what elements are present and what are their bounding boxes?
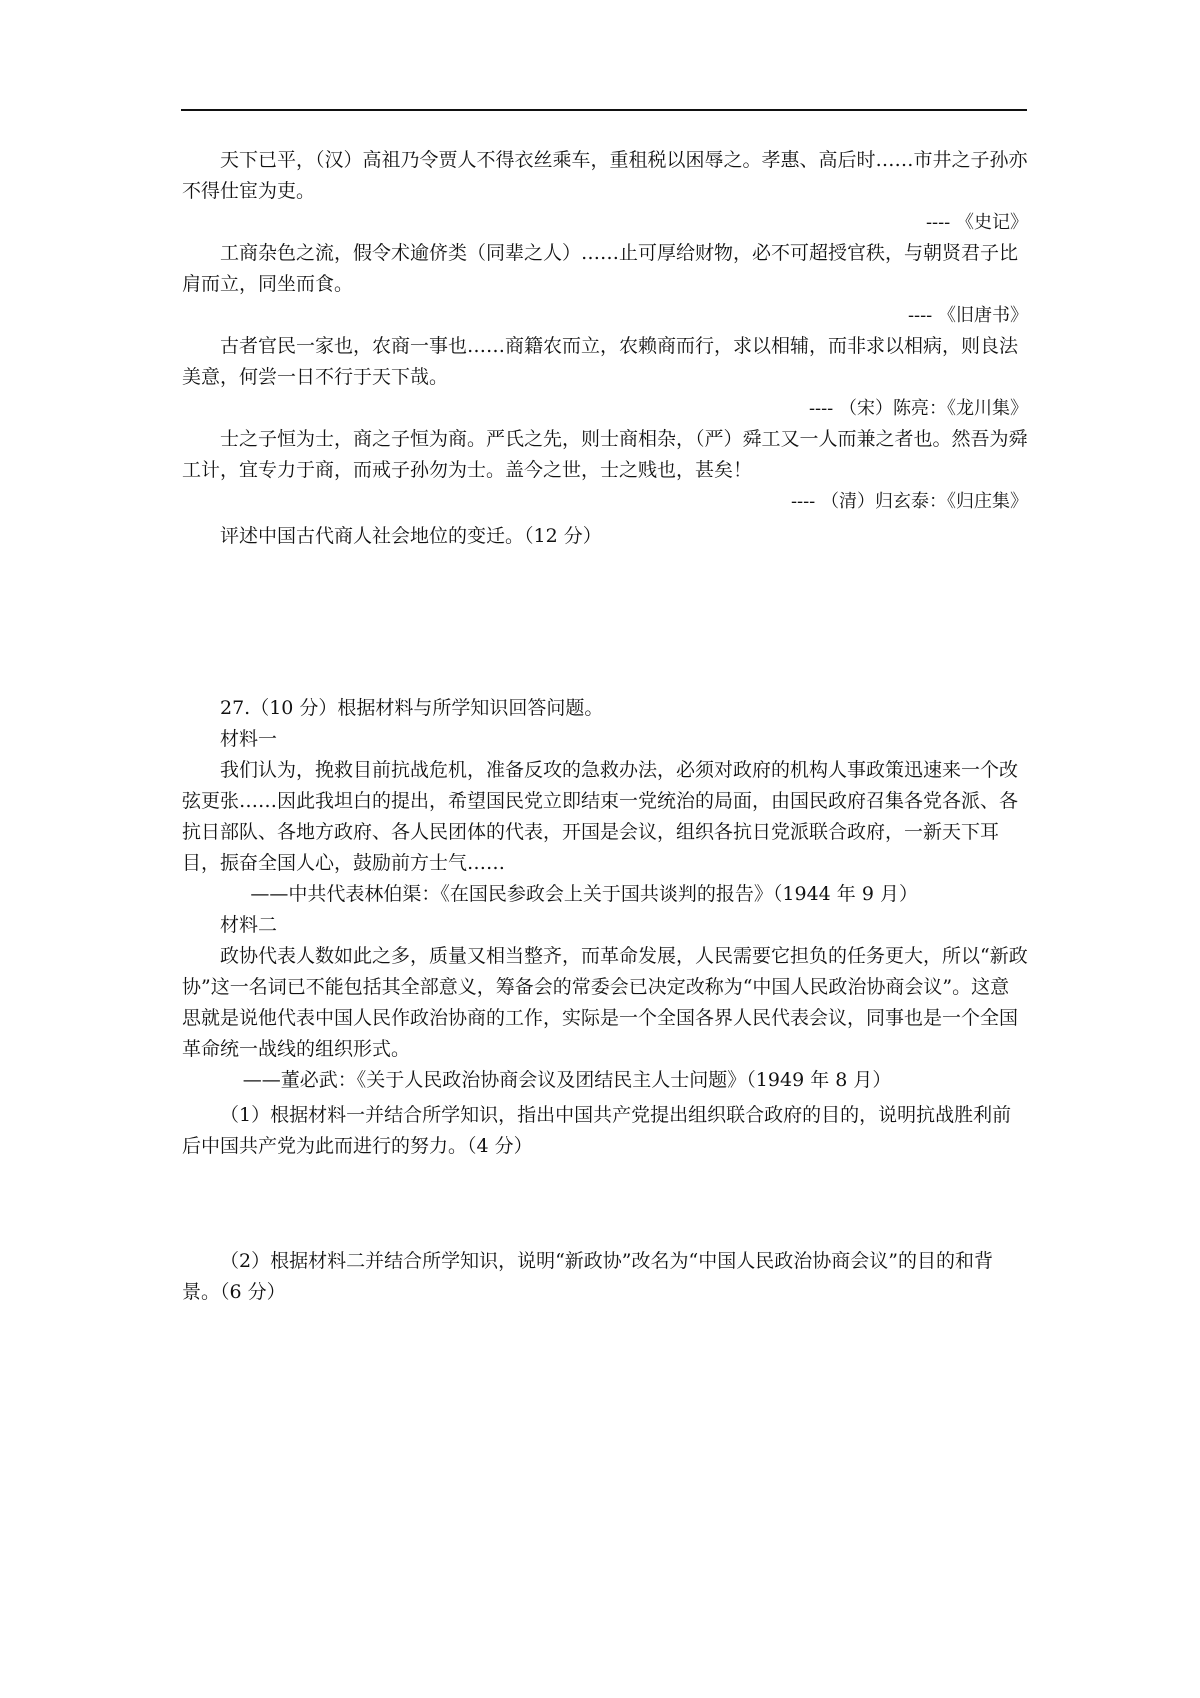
material-1-label: 材料一 — [220, 728, 278, 750]
question-26-task: 评述中国古代商人社会地位的变迁。（12 分） — [220, 525, 602, 547]
passage-source: ---- （宋）陈亮：《龙川集》 — [808, 398, 1028, 419]
passage-text: 士之子恒为士，商之子恒为商。严氏之先，则士商相杂，（严）舜工又一人而兼之者也。然吾为舜工计，宜专力于商，而戒子孙勿为士。盖今之世，士之贱也，甚矣！ — [182, 428, 1028, 481]
passage-source: ---- 《史记》 — [925, 212, 1028, 233]
material-2-label: 材料二 — [220, 914, 278, 936]
question-27-2: （2）根据材料二并结合所学知识，说明“新政协”改名为“中国人民政治协商会议”的目的和背景。（6 分） — [182, 1250, 993, 1303]
material-2-text: 政协代表人数如此之多，质量又相当整齐，而革命发展，人民需要它担负的任务更大，所以“新政协”这一名词已不能包括其全部意义，筹备会的常委会已决定改称为“中国人民政治协商会议”。这意思就是说他代表中国人民作政治协商的工作，实际是一个全国各界人民代表会议，同事也是一个全国革命统一战线的组织形式。 — [182, 945, 1028, 1060]
answer-space — [182, 552, 1028, 693]
question-27-heading: 27.（10 分）根据材料与所学知识回答问题。 — [220, 697, 604, 719]
material-1-citation: ——中共代表林伯渠：《在国民参政会上关于国共谈判的报告》（1944 年 9 月） — [250, 883, 918, 905]
material-2-citation: ——董必武：《关于人民政治协商会议及团结民主人士问题》（1949 年 8 月） — [242, 1069, 892, 1091]
passage-text: 天下已平，（汉）高祖乃令贾人不得衣丝乘车，重租税以困辱之。孝惠、高后时……市井之子孙亦不得仕宦为吏。 — [182, 149, 1028, 202]
passage-text: 古者官民一家也，农商一事也……商籍农而立，农赖商而行，求以相辅，而非求以相病，则良法美意，何尝一日不行于天下哉。 — [182, 335, 1019, 388]
passage-text: 工商杂色之流，假令术逾侪类（同辈之人）……止可厚给财物，必不可超授官秩，与朝贤君子比肩而立，同坐而食。 — [182, 242, 1019, 295]
answer-space — [182, 1162, 1028, 1246]
passage-source: ---- 《旧唐书》 — [907, 305, 1028, 326]
question-27-1: （1）根据材料一并结合所学知识，指出中国共产党提出组织联合政府的目的，说明抗战胜利前后中国共产党为此而进行的努力。（4 分） — [182, 1104, 1012, 1157]
header-rule — [181, 109, 1027, 111]
answer-space — [182, 1308, 1028, 1348]
material-1-text: 我们认为，挽救目前抗战危机，准备反攻的急救办法，必须对政府的机构人事政策迅速来一个改弦更张……因此我坦白的提出，希望国民党立即结束一党统治的局面，由国民政府召集各党各派、各抗日部队、各地方政府、各人民团体的代表，开国是会议，组织各抗日党派联合政府，一新天下耳目，振奋全国人心，鼓励前方士气…… — [182, 759, 1019, 874]
passage-source: ---- （清）归玄泰：《归庄集》 — [790, 491, 1028, 512]
page-content — [182, 145, 1028, 1348]
